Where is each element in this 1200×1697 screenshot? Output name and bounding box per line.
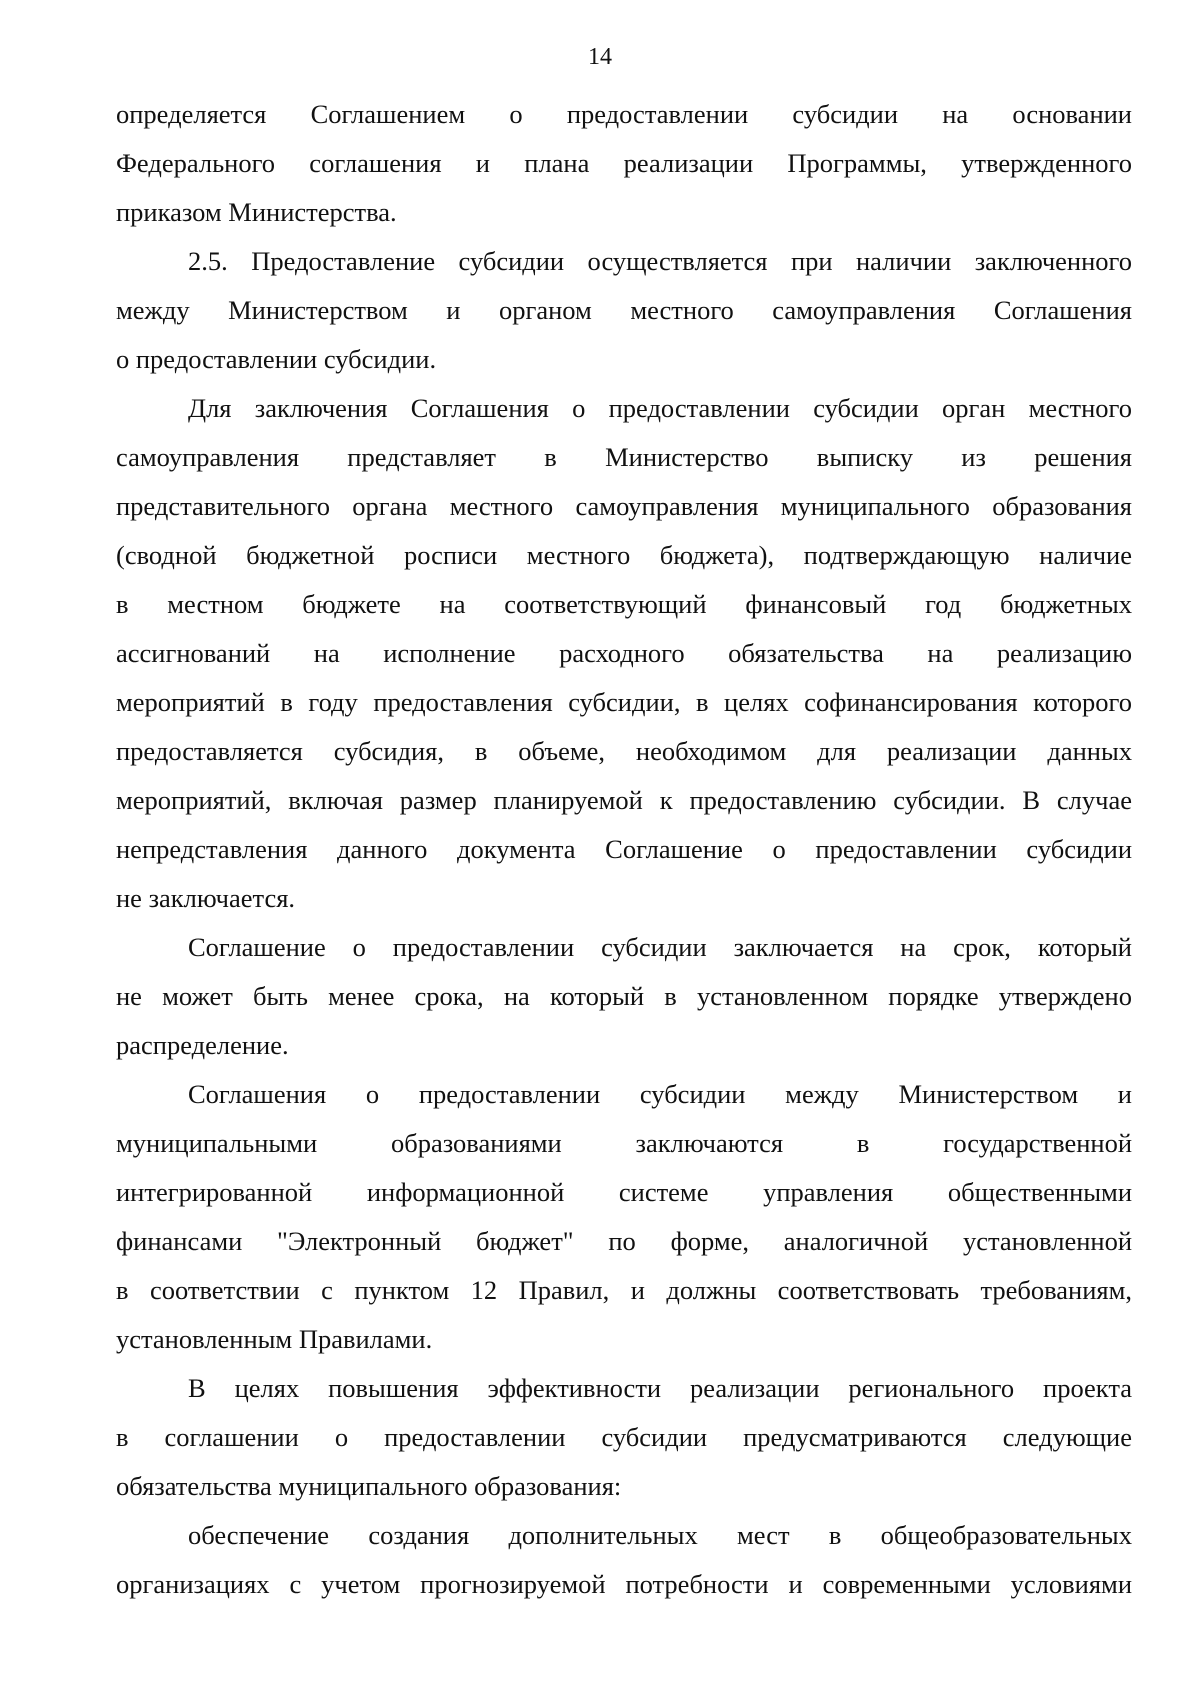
text-line: определяется Соглашением о предоставлении субсидии на основании [116,99,1132,129]
text-line: 2.5. Предоставление субсидии осуществляется при наличии заключенного [188,246,1132,276]
text-line: самоуправления представляет в Министерство выписку из решения [116,442,1132,472]
text-line: интегрированной информационной системе управления общественными [116,1177,1132,1207]
text-line: Соглашения о предоставлении субсидии между Министерством и [188,1079,1132,1109]
text-line: не заключается. [116,883,296,913]
text-line: между Министерством и органом местного самоуправления Соглашения [116,295,1132,325]
text-line: в соответствии с пунктом 12 Правил, и должны соответствовать требованиям, [116,1275,1132,1305]
text-line: в местном бюджете на соответствующий финансовый год бюджетных [116,589,1132,619]
paragraph [116,90,1132,237]
text-line: Федерального соглашения и плана реализации Программы, утвержденного [116,148,1132,178]
text-line: в соглашении о предоставлении субсидии предусматриваются следующие [116,1422,1132,1452]
paragraph [116,1070,1132,1364]
text-line: предоставляется субсидия, в объеме, необходимом для реализации данных [116,736,1132,766]
text-line: представительного органа местного самоуправления муниципального образования [116,491,1132,521]
text-line: о предоставлении субсидии. [116,344,437,374]
paragraph [116,923,1132,1070]
text-line: установленным Правилами. [116,1324,433,1354]
text-line: мероприятий в году предоставления субсидии, в целях софинансирования которого [116,687,1132,717]
text-line: непредставления данного документа Соглашение о предоставлении субсидии [116,834,1132,864]
text-line: финансами "Электронный бюджет" по форме, аналогичной установленной [116,1226,1132,1256]
text-line: муниципальными образованиями заключаются в государственной [116,1128,1132,1158]
text-line: (сводной бюджетной росписи местного бюджета), подтверждающую наличие [116,540,1132,570]
text-line: мероприятий, включая размер планируемой к предоставлению субсидии. В случае [116,785,1132,815]
paragraph [116,1511,1132,1609]
text-line: приказом Министерства. [116,197,397,227]
text-line: В целях повышения эффективности реализации регионального проекта [188,1373,1132,1403]
paragraph [116,237,1132,384]
page-number: 14 [588,44,612,70]
paragraph [116,384,1132,923]
text-line: не может быть менее срока, на который в установленном порядке утверждено [116,981,1132,1011]
document-body [116,90,1132,1609]
text-line: обязательства муниципального образования: [116,1471,622,1501]
text-line: организациях с учетом прогнозируемой потребности и современными условиями [116,1569,1132,1599]
text-line: Соглашение о предоставлении субсидии заключается на срок, который [188,932,1132,962]
text-line: Для заключения Соглашения о предоставлении субсидии орган местного [188,393,1132,423]
text-line: распределение. [116,1030,289,1060]
text-line: ассигнований на исполнение расходного обязательства на реализацию [116,638,1132,668]
text-line: обеспечение создания дополнительных мест в общеобразовательных [188,1520,1132,1550]
paragraph [116,1364,1132,1511]
